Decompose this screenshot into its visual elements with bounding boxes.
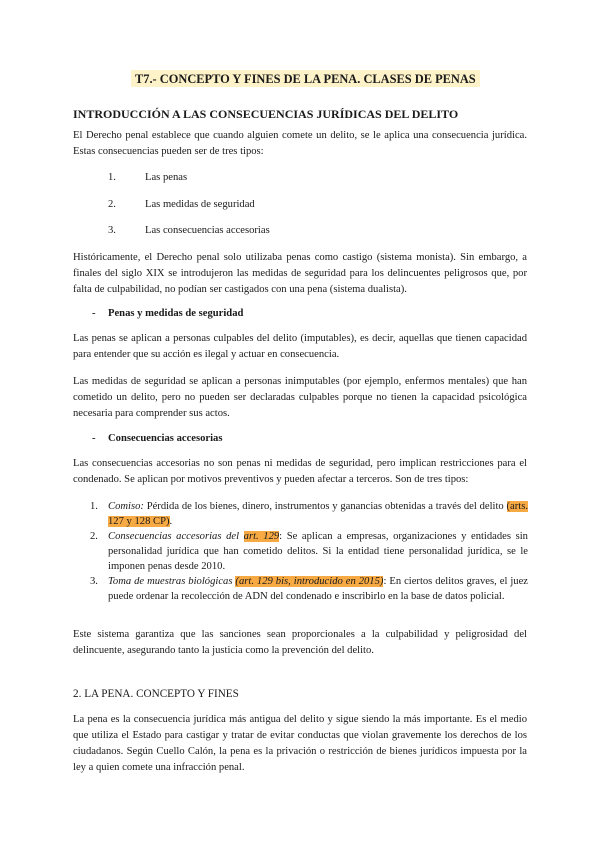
consecuencias-paragraph: Las consecuencias accesorias no son penas ni medidas de seguridad, pero implican restricciones para el condenado. Se aplican por motivos preventivos y pueden afectar a terceros. Son de tres tipos: (73, 458, 527, 485)
list-number: 2. (90, 531, 98, 542)
list-item-art129 (108, 529, 528, 574)
type-number: 3. (108, 225, 116, 236)
history-paragraph: Históricamente, el Derecho penal solo utilizaba penas como castigo (sistema monista). Sin embargo, a finales del siglo XIX se introdujeron las medidas de seguridad para los delincuentes peligrosos que, por falta de culpabilidad, no podían ser castigados con una pena (sistema dualista). (73, 252, 527, 295)
section-heading-pena: 2. LA PENA. CONCEPTO Y FINES (73, 688, 239, 700)
list-item-muestras (108, 574, 528, 604)
legal-reference: art. 129 (243, 531, 280, 542)
list-item-comiso: Comiso: Pérdida de los bienes, dinero, instrumentos y ganancias obtenidas a través del delito (arts. 127 y 128 CP). (108, 501, 528, 527)
term: Comiso: (108, 501, 144, 512)
item-text: : Se aplican a empresas, organizaciones y entidades sin personalidad jurídica que han cometido delitos. Si la entidad tiene personalidad jurídica, se le imponen penas desde 2010. (108, 531, 528, 572)
legal-reference: (art. 129 bis, introducido en 2015) (235, 576, 384, 587)
intro-paragraph: El Derecho penal establece que cuando alguien comete un delito, se le aplica una consecuencia jurídica. Estas consecuencias pueden ser de tres tipos: (73, 130, 527, 157)
medidas-paragraph: Las medidas de seguridad se aplican a personas inimputables (por ejemplo, enfermos mentales) que han cometido un delito, pero no pueden ser declaradas culpables porque no tienen la capacidad psicológica necesaria para comprender sus actos. (73, 376, 527, 419)
subheading-consecuencias: Consecuencias accesorias (108, 433, 223, 444)
page-title: T7.- CONCEPTO Y FINES DE LA PENA. CLASES DE PENAS (131, 70, 480, 87)
section-heading-intro: INTRODUCCIÓN A LAS CONSECUENCIAS JURÍDICAS DEL DELITO (73, 107, 459, 121)
legal-reference: (arts. 127 y 128 CP) (108, 501, 528, 527)
bullet-dash: - (92, 433, 96, 444)
term: Toma de muestras biológicas (108, 576, 233, 587)
penas-paragraph: Las penas se aplican a personas culpables del delito (imputables), es decir, aquellas que tienen capacidad para entender que su acción es ilegal y actuar en consecuencia. (73, 333, 527, 360)
pena-paragraph: La pena es la consecuencia jurídica más antigua del delito y sigue siendo la más importante. Es el medio que utiliza el Estado para castigar y tratar de evitar conductas que violan gravemente los derechos de los ciudadanos. Según Cuello Calón, la pena es la privación o restricción de bienes jurídicos impuesta por la ley a quien comete una infracción penal. (73, 714, 527, 773)
type-label: Las medidas de seguridad (145, 199, 255, 210)
type-number: 1. (108, 172, 116, 183)
type-label: Las penas (145, 172, 188, 183)
item-text: Pérdida de los bienes, dinero, instrumentos y ganancias obtenidas a través del delito (143, 501, 507, 512)
type-label: Las consecuencias accesorias (145, 225, 270, 236)
item-text: : En ciertos delitos graves, el juez puede ordenar la recolección de ADN del condenado e inscribirlo en la base de datos policial. (108, 576, 528, 602)
list-number: 1. (90, 501, 98, 512)
term: Consecuencias accesorias del (108, 531, 240, 542)
subheading-penas-medidas: Penas y medidas de seguridad (108, 308, 244, 319)
list-number: 3. (90, 576, 98, 587)
bullet-dash: - (92, 308, 96, 319)
closing-paragraph: Este sistema garantiza que las sanciones sean proporcionales a la culpabilidad y peligrosidad del delincuente, asegurando tanto la justicia como la prevención del delito. (73, 629, 527, 656)
type-number: 2. (108, 199, 116, 210)
